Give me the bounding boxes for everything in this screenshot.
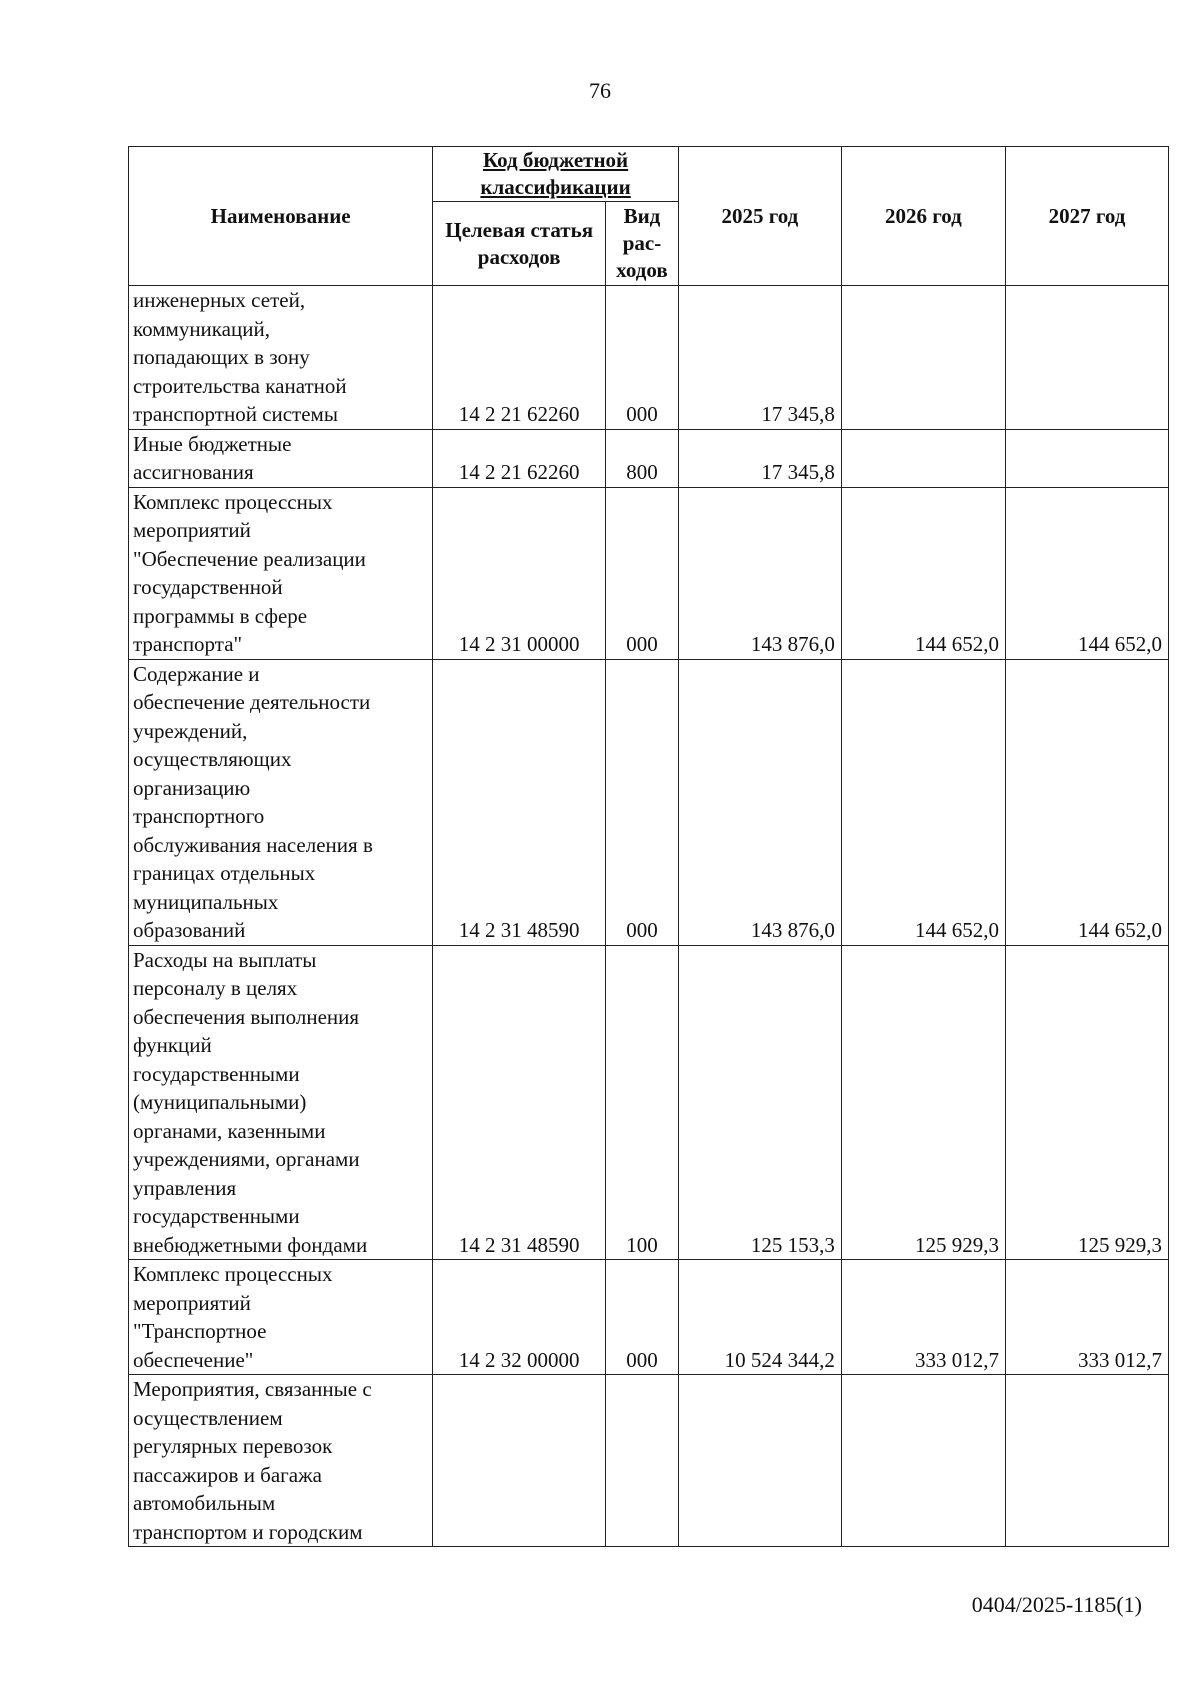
row-name: Комплекс процессных мероприятий "Транспортное обеспечение" <box>129 1260 433 1375</box>
row-expense-kind: 000 <box>606 286 679 430</box>
table-row <box>129 286 1169 430</box>
row-amount-2026 <box>841 1375 1005 1547</box>
row-amount-2026: 144 652,0 <box>841 487 1005 659</box>
row-amount-2025: 143 876,0 <box>678 659 841 945</box>
header-name: Наименование <box>129 147 433 286</box>
table-row <box>129 487 1169 659</box>
row-expense-kind: 800 <box>606 429 679 487</box>
header-target-article: Целевая статья расходов <box>433 202 606 286</box>
row-amount-2025 <box>678 1375 841 1547</box>
row-amount-2027: 144 652,0 <box>1005 659 1168 945</box>
row-amount-2026: 333 012,7 <box>841 1260 1005 1375</box>
row-amount-2027: 125 929,3 <box>1005 945 1168 1260</box>
row-name: Расходы на выплаты персоналу в целях обеспечения выполнения функций государственными (муниципальными) органами, казенными учреждениями, органами управления государственными внебюджетными фондами <box>129 945 433 1260</box>
row-target-article: 14 2 31 00000 <box>433 487 606 659</box>
row-name: инженерных сетей, коммуникаций, попадающих в зону строительства канатной транспортной системы <box>129 286 433 430</box>
header-2027: 2027 год <box>1005 147 1168 286</box>
table-row <box>129 1375 1169 1547</box>
row-target-article <box>433 1375 606 1547</box>
row-amount-2027: 144 652,0 <box>1005 487 1168 659</box>
row-amount-2026: 125 929,3 <box>841 945 1005 1260</box>
row-amount-2027: 333 012,7 <box>1005 1260 1168 1375</box>
row-name: Мероприятия, связанные с осуществлением регулярных перевозок пассажиров и багажа автомобильным транспортом и городским <box>129 1375 433 1547</box>
row-amount-2027 <box>1005 286 1168 430</box>
row-amount-2025: 125 153,3 <box>678 945 841 1260</box>
table-row <box>129 1260 1169 1375</box>
row-amount-2025: 17 345,8 <box>678 429 841 487</box>
row-expense-kind: 000 <box>606 659 679 945</box>
row-target-article: 14 2 21 62260 <box>433 286 606 430</box>
row-name: Иные бюджетные ассигнования <box>129 429 433 487</box>
row-amount-2025: 17 345,8 <box>678 286 841 430</box>
row-name: Комплекс процессных мероприятий "Обеспечение реализации государственной программы в сфере транспорта" <box>129 487 433 659</box>
row-expense-kind <box>606 1375 679 1547</box>
document-number: 0404/2025-1185(1) <box>971 1592 1142 1617</box>
row-name: Содержание и обеспечение деятельности учреждений, осуществляющих организацию транспортного обслуживания населения в границах отдельных муниципальных образований <box>129 659 433 945</box>
budget-table <box>128 146 1169 1547</box>
table-row <box>129 945 1169 1260</box>
table-row <box>129 659 1169 945</box>
row-expense-kind: 000 <box>606 487 679 659</box>
row-amount-2026 <box>841 429 1005 487</box>
header-2025: 2025 год <box>678 147 841 286</box>
row-amount-2025: 10 524 344,2 <box>678 1260 841 1375</box>
row-target-article: 14 2 31 48590 <box>433 945 606 1260</box>
table-row <box>129 429 1169 487</box>
header-budget-code: Код бюджетной классификации <box>433 147 679 202</box>
row-expense-kind: 000 <box>606 1260 679 1375</box>
row-amount-2027 <box>1005 429 1168 487</box>
header-expense-kind: Вид рас-ходов <box>606 202 679 286</box>
row-target-article: 14 2 21 62260 <box>433 429 606 487</box>
row-amount-2026 <box>841 286 1005 430</box>
row-amount-2026: 144 652,0 <box>841 659 1005 945</box>
header-2026: 2026 год <box>841 147 1005 286</box>
page-number: 76 <box>589 78 611 103</box>
row-expense-kind: 100 <box>606 945 679 1260</box>
row-target-article: 14 2 32 00000 <box>433 1260 606 1375</box>
row-amount-2025: 143 876,0 <box>678 487 841 659</box>
row-target-article: 14 2 31 48590 <box>433 659 606 945</box>
row-amount-2027 <box>1005 1375 1168 1547</box>
